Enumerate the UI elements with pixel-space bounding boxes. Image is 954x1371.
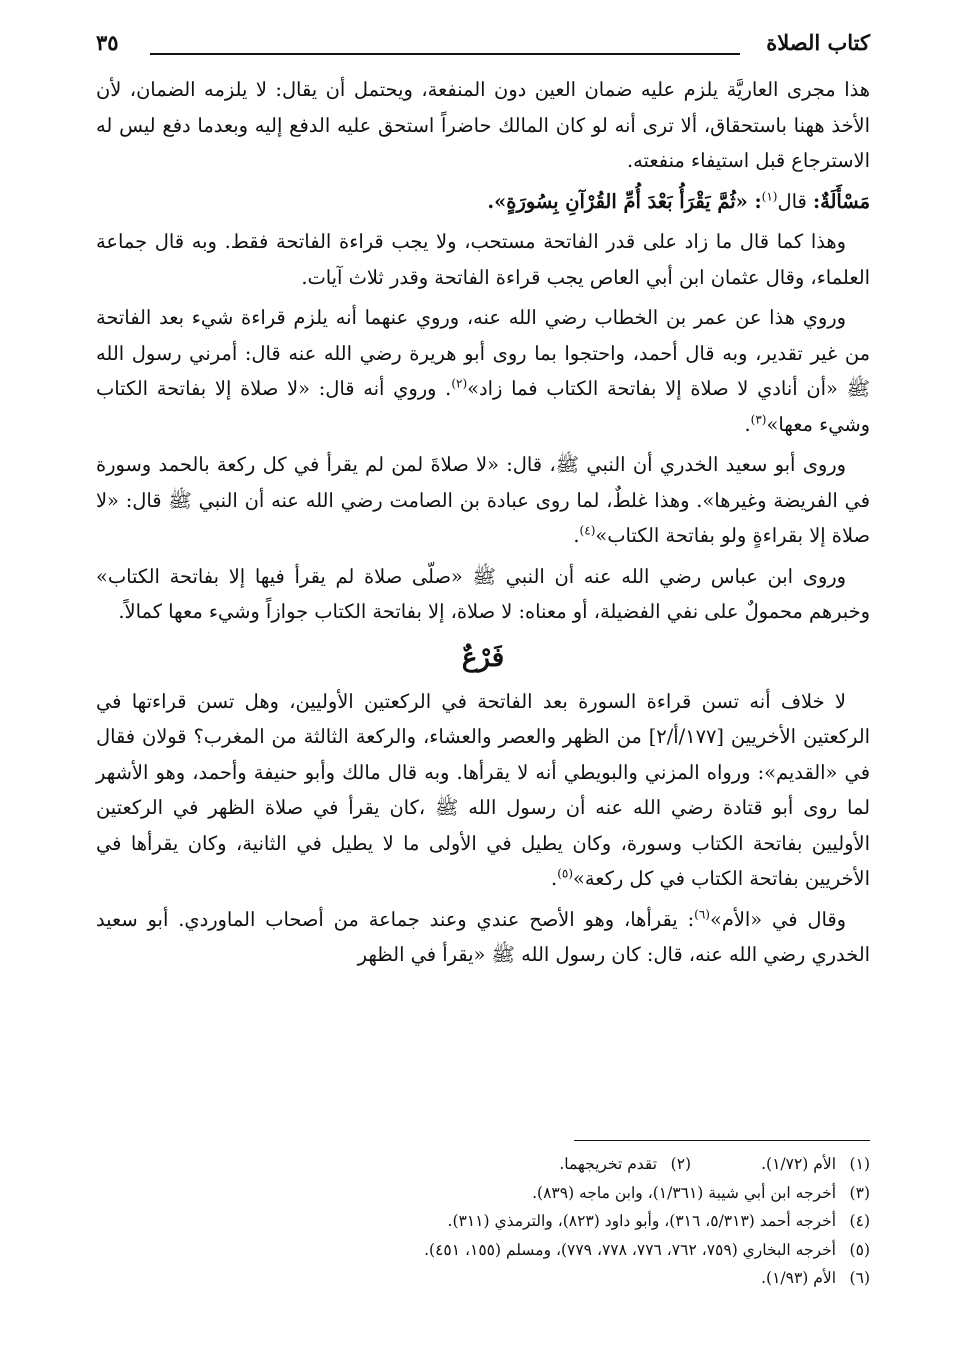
footnote-number: (٢) — [670, 1155, 692, 1173]
book-page — [96, 22, 870, 1352]
footnote-text: أخرجه أحمد (٥/٣١٣، ٣١٦)، وأبو داود (٨٢٣)، والترمذي (٣١١). — [447, 1212, 836, 1230]
paragraph-4-part-b: . — [573, 524, 580, 547]
footnote-row — [96, 1207, 870, 1236]
footnote-text: الأم (١/٩٣). — [761, 1269, 836, 1287]
paragraph-7 — [96, 902, 870, 973]
page-number: ٣٥ — [96, 30, 119, 55]
paragraph-3 — [96, 300, 870, 442]
paragraph-3-part-c: . — [744, 412, 751, 436]
footnote-ref-1: (١) — [761, 189, 778, 204]
masala-quote: : «ثُمَّ يَقْرَأُ بَعْدَ أُمِّ القُرْآنِ بِسُورَةٍ». — [487, 189, 762, 213]
footnote-text: تقدم تخريجهما. — [559, 1155, 658, 1173]
masala-label: مَسْأَلَةٌ: — [812, 189, 870, 213]
footnote-text: أخرجه البخاري (٧٥٩، ٧٦٢، ٧٧٦، ٧٧٨، ٧٧٩)، ومسلم (١٥٥، ٤٥١). — [424, 1240, 836, 1259]
footnote-number: (٣) — [849, 1183, 870, 1202]
footnote-ref-2: (٢) — [451, 376, 468, 391]
footnote-number: (٤) — [849, 1212, 870, 1230]
paragraph-6-part-a: لا خلاف أنه تسن قراءة السورة بعد الفاتحة في الركعتين الأوليين، وهل تسن قراءتها في الركعتين الأخريين [١٧٧/أ/٢] من الظهر والعصر والعشاء، والركعة الثالثة من المغرب؟ قولان فقال في «القديم»: ورواه المزني والبويطي أنه لا يقرأها. وبه قال مالك وأبو حنيفة وأحمد، وهو الأشهر لما روى أبو قتادة رضي الله عنه أن رسول الله ﷺ ،كان يقرأ في صلاة الظهر في الركعتين الأوليين بفاتحة الكتاب وسورة، وكان يطيل في الأولى ما لا يطيل في الثانية، وكان يقرأها في الأخريين بفاتحة الكتاب في كل ركعة» — [96, 689, 870, 890]
paragraph-7-part-a: وقال في «الأم» — [709, 907, 846, 931]
paragraph-3-part-b: . وروي أنه قال: «لا صلاة إلا بفاتحة الكتاب وشيء معها» — [96, 377, 870, 436]
paragraph-2: وهذا كما قال ما زاد على قدر الفاتحة مستحب، ولا يجب قراءة الفاتحة فقط. وبه قال جماعة العلماء، وقال عثمان ابن أبي العاص يجب قراءة الفاتحة وقدر ثلاث آيات. — [96, 230, 870, 289]
paragraph-4 — [96, 447, 870, 554]
footnote-ref-5: (٥) — [557, 866, 574, 881]
footnotes — [96, 1150, 870, 1293]
footnote-rule — [574, 1140, 870, 1141]
footnote-ref-3: (٣) — [750, 412, 767, 427]
main-text — [96, 72, 870, 978]
footnote-text: الأم (١/٧٢). — [761, 1155, 836, 1173]
footnote-ref-6: (٦) — [694, 907, 710, 922]
header-rule — [150, 53, 740, 55]
paragraph-5: وروى ابن عباس رضي الله عنه أن النبي ﷺ «صلّى صلاة لم يقرأ فيها إلا بفاتحة الكتاب» وخبرهم محمولٌ على نفي الفضيلة، أو معناه: لا صلاة، إلا بفاتحة الكتاب جوازاً وشيء معها كمالاً. — [96, 564, 870, 623]
footnote-number: (١) — [849, 1155, 870, 1173]
footnote-number: (٦) — [849, 1269, 870, 1287]
paragraph-1: هذا مجرى العاريَّة يلزم عليه ضمان العين دون المنفعة، ويحتمل أن يقال: لا يلزمه الضمان، لأن الأخذ ههنا باستحقاق، ألا ترى أنه لو كان المالك حاضراً استحق عليه الدفع إليه وبعدما دفع ليس له الاسترجاع قبل استيفاء منفعته. — [96, 78, 870, 172]
masala-said: قال — [777, 189, 807, 213]
footnote-row — [96, 1179, 870, 1208]
footnote-row — [96, 1264, 870, 1293]
running-title: كتاب الصلاة — [766, 30, 870, 55]
paragraph-6 — [96, 684, 870, 897]
footnote-row — [96, 1236, 870, 1265]
footnote-number: (٥) — [849, 1240, 870, 1259]
footnote-text: أخرجه ابن أبي شيبة (١/٣٦١)، وابن ماجه (٨٣٩). — [532, 1183, 836, 1202]
footnote-row — [96, 1150, 870, 1179]
paragraph-4-part-a: وروى أبو سعيد الخدري أن النبي ﷺ، قال: «لا صلاةَ لمن لم يقرأ في كل ركعة بالحمد وسورة في الفريضة وغيرها». وهذا غلطٌ، لما روى عبادة بن الصامت رضي الله عنه أن النبي ﷺ قال: «لا صلاة إلا بقراءةٍ ولو بفاتحة الكتاب» — [96, 453, 870, 547]
paragraph-3-part-a: وروي هذا عن عمر بن الخطاب رضي الله عنه، وروي عنهما أنه يلزم قراءة شيء بعد الفاتحة من غير تقدير، وبه قال أحمد، واحتجوا بما روى أبو هريرة رضي الله عنه قال: أمرني رسول الله ﷺ «أن أنادي لا صلاة إلا بفاتحة الكتاب فما زاد» — [96, 306, 870, 400]
branch-heading: فَرْعٌ — [461, 642, 505, 673]
footnote-ref-4: (٤) — [579, 523, 596, 538]
page-header — [96, 30, 870, 64]
paragraph-7-part-b: : يقرأها، وهو الأصح عندي وعند جماعة من أصحاب الماوردي. أبو سعيد الخدري رضي الله عنه، قال: كان رسول الله ﷺ «يقرأ في الظهر — [96, 907, 870, 966]
masala-line — [96, 184, 870, 220]
paragraph-6-part-b: . — [551, 867, 558, 890]
